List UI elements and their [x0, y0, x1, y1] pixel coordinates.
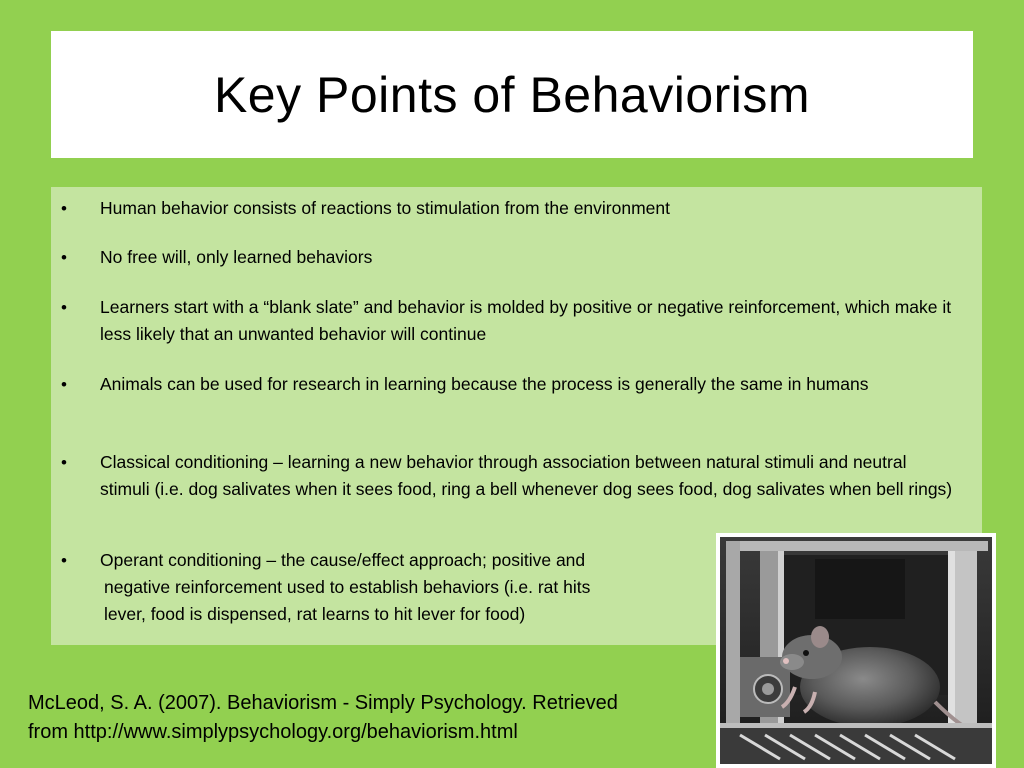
bullet-text: Learners start with a “blank slate” and behavior is molded by positive or negative reinforcement, which make it less likely that an unwanted behavior will continue	[100, 297, 952, 344]
bullet-marker: •	[61, 199, 67, 218]
bullet-text: Human behavior consists of reactions to stimulation from the environment	[100, 198, 670, 218]
citation-line: from http://www.simplypsychology.org/behaviorism.html	[28, 721, 518, 743]
bullet-text-line: Operant conditioning – the cause/effect approach; positive and	[100, 550, 586, 570]
bullet-text: No free will, only learned behaviors	[100, 247, 373, 267]
bullet-marker: •	[61, 453, 67, 472]
skinner-box-illustration	[720, 537, 992, 764]
title-box	[51, 31, 973, 158]
bullet-text-line: lever, food is dispensed, rat learns to hit lever for food)	[104, 604, 526, 624]
citation	[28, 689, 718, 747]
rat-photo	[716, 533, 996, 768]
bullet-text: Animals can be used for research in learning because the process is generally the same in humans	[100, 374, 869, 394]
slide-title: Key Points of Behaviorism	[213, 66, 811, 123]
bullet-marker: •	[61, 248, 67, 267]
bullet-marker: •	[61, 375, 67, 394]
bullet-marker: •	[61, 298, 67, 317]
bullet-text-line: negative reinforcement used to establish behaviors (i.e. rat hits	[104, 577, 591, 597]
bullet-marker: •	[61, 551, 67, 570]
bullet-text: Classical conditioning – learning a new behavior through association between natural stimuli and neutral stimuli (i.e. dog salivates when it sees food, ring a bell whenever dog sees food, dog salivates when bell rings)	[100, 452, 953, 499]
rat-in-skinner-box-image	[720, 537, 992, 764]
citation-line: McLeod, S. A. (2007). Behaviorism - Simply Psychology. Retrieved	[28, 692, 618, 714]
